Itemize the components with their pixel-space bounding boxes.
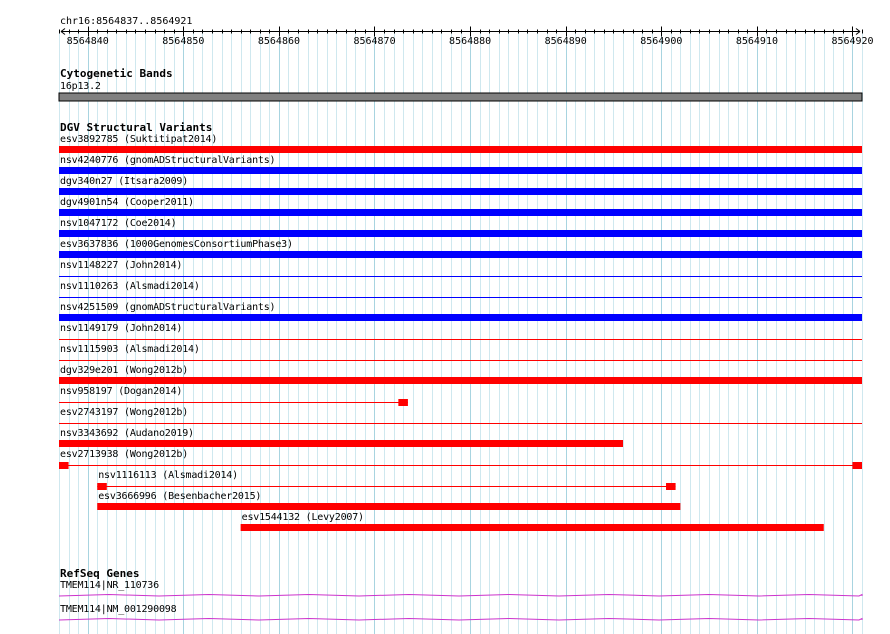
refseq-gene-label[interactable]: TMEM114|NR_110736 xyxy=(60,580,159,591)
ruler-tick-label: 8564850 xyxy=(162,36,205,47)
dgv-track-title[interactable]: DGV Structural Variants xyxy=(60,121,213,134)
dgv-feature-block xyxy=(398,399,408,406)
dgv-feature-line xyxy=(59,276,862,277)
ruler-tick-label: 8564890 xyxy=(544,36,587,47)
dgv-feature-block xyxy=(97,483,107,490)
dgv-feature-line xyxy=(59,402,408,403)
dgv-feature-label[interactable]: dgv329e201 (Wong2012b) xyxy=(60,365,189,376)
dgv-feature-label[interactable]: esv2713938 (Wong2012b) xyxy=(60,449,189,460)
dgv-feature-bar xyxy=(59,167,862,174)
cytoband-track-title[interactable]: Cytogenetic Bands xyxy=(60,67,173,80)
ruler-tick-label: 8564840 xyxy=(66,36,109,47)
dgv-feature-bar xyxy=(241,524,824,531)
dgv-feature-label[interactable]: dgv4901n54 (Cooper2011) xyxy=(60,197,194,208)
dgv-feature-label[interactable]: nsv1116113 (Alsmadi2014) xyxy=(98,470,238,481)
dgv-feature-bar xyxy=(59,251,862,258)
dgv-feature-bar xyxy=(59,377,862,384)
cytoband-bar xyxy=(59,93,862,101)
dgv-feature-label[interactable]: nsv1115903 (Alsmadi2014) xyxy=(60,344,200,355)
dgv-feature-label[interactable]: nsv3343692 (Audano2019) xyxy=(60,428,194,439)
refseq-track-title[interactable]: RefSeq Genes xyxy=(60,567,140,580)
dgv-feature-label[interactable]: esv2743197 (Wong2012b) xyxy=(60,407,189,418)
dgv-feature-label[interactable]: esv1544132 (Levy2007) xyxy=(241,512,364,523)
dgv-feature-label[interactable]: dgv340n27 (Itsara2009) xyxy=(60,176,189,187)
ruler-tick-label: 8564910 xyxy=(735,36,778,47)
dgv-feature-line xyxy=(59,360,862,361)
dgv-feature-line xyxy=(59,297,862,298)
ruler-tick-label: 8564900 xyxy=(640,36,683,47)
dgv-feature-bar xyxy=(59,440,623,447)
ruler-tick-label: 8564920 xyxy=(831,36,874,47)
ruler-tick-label: 8564870 xyxy=(353,36,396,47)
dgv-feature-line xyxy=(97,486,675,487)
ruler-tick-label: 8564880 xyxy=(449,36,492,47)
ruler-tick-label: 8564860 xyxy=(257,36,301,47)
dgv-feature-label[interactable]: nsv4240776 (gnomADStructuralVariants) xyxy=(60,155,276,166)
dgv-feature-bar xyxy=(59,188,862,195)
dgv-feature-block xyxy=(852,462,862,469)
dgv-feature-line xyxy=(59,465,862,466)
dgv-feature-bar xyxy=(59,230,862,237)
refseq-gene-line xyxy=(59,619,862,621)
dgv-feature-label[interactable]: nsv1148227 (John2014) xyxy=(60,260,183,271)
dgv-feature-label[interactable]: nsv1110263 (Alsmadi2014) xyxy=(60,281,200,292)
dgv-feature-label[interactable]: nsv958197 (Dogan2014) xyxy=(60,386,183,397)
refseq-gene-label[interactable]: TMEM114|NM_001290098 xyxy=(60,604,177,615)
dgv-feature-block xyxy=(666,483,676,490)
dgv-feature-label[interactable]: nsv1047172 (Coe2014) xyxy=(60,218,177,229)
cytoband-label[interactable]: 16p13.2 xyxy=(60,81,101,92)
dgv-feature-label[interactable]: nsv1149179 (John2014) xyxy=(60,323,183,334)
dgv-feature-block xyxy=(59,462,69,469)
dgv-feature-label[interactable]: esv3892785 (Suktitipat2014) xyxy=(60,134,218,145)
dgv-feature-line xyxy=(59,423,862,424)
dgv-feature-bar xyxy=(97,503,680,510)
dgv-feature-bar xyxy=(59,209,862,216)
dgv-feature-label[interactable]: esv3637836 (1000GenomesConsortiumPhase3) xyxy=(60,239,293,250)
dgv-feature-label[interactable]: esv3666996 (Besenbacher2015) xyxy=(98,491,262,502)
dgv-feature-bar xyxy=(59,314,862,321)
refseq-gene-line xyxy=(59,595,862,597)
region-label: chr16:8564837..8564921 xyxy=(60,16,193,27)
dgv-feature-label[interactable]: nsv4251509 (gnomADStructuralVariants) xyxy=(60,302,276,313)
dgv-feature-bar xyxy=(59,146,862,153)
dgv-feature-line xyxy=(59,339,862,340)
